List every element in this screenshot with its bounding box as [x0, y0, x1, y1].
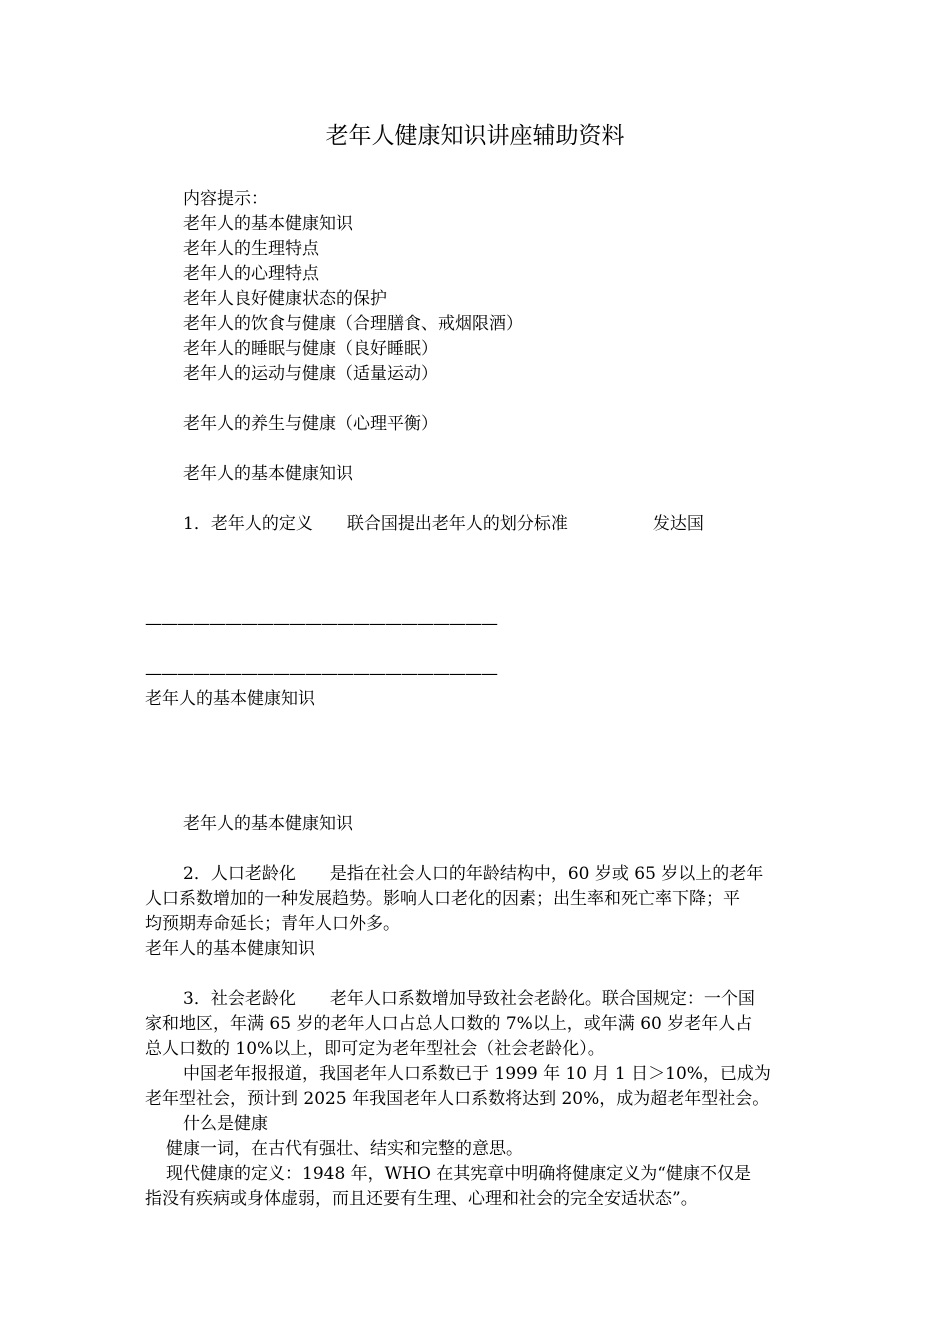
section-heading: 老年人的基本健康知识 — [145, 939, 315, 959]
toc-item: 老年人的养生与健康（心理平衡） — [183, 414, 438, 434]
definition-line — [145, 637, 810, 662]
china-standard-line — [145, 787, 810, 812]
paragraph-line: 人口系数增加的一种发展趋势。影响人口老化的因素；出生率和死亡率下降；平 — [145, 889, 740, 909]
paragraph-line: 2．人口老龄化 是指在社会人口的年龄结构中，60 岁或 65 岁以上的老年 — [183, 864, 764, 884]
dash-rule: —————————————————————— — [145, 614, 497, 634]
paragraph-line: 现代健康的定义：1948 年，WHO 在其宪章中明确将健康定义为“健康不仅是 — [166, 1164, 751, 1184]
china-standard-line — [145, 762, 810, 787]
toc-item: 老年人的心理特点 — [183, 264, 319, 284]
china-standard-line — [145, 737, 810, 762]
section-heading: 老年人的基本健康知识 — [183, 814, 353, 834]
health-heading: 什么是健康 — [183, 1114, 268, 1134]
definition-line — [145, 537, 810, 562]
toc-item: 老年人的饮食与健康（合理膳食、戒烟限酒） — [183, 314, 523, 334]
paragraph-line: 3．社会老龄化 老年人口系数增加导致社会老龄化。联合国规定：一个国 — [183, 989, 755, 1009]
paragraph-line: 老年型社会，预计到 2025 年我国老年人口系数将达到 20%，成为超老年型社会。 — [145, 1089, 770, 1109]
toc-heading: 内容提示： — [183, 189, 268, 209]
definition-line — [145, 587, 810, 612]
paragraph-line: 总人口数的 10%以上，即可定为老年型社会（社会老龄化）。 — [145, 1039, 605, 1059]
dash-rule: —————————————————————— — [145, 664, 497, 684]
toc-item: 老年人的睡眠与健康（良好睡眠） — [183, 339, 438, 359]
document-title: 老年人健康知识讲座辅助资料 — [325, 123, 625, 149]
toc-item: 老年人的基本健康知识 — [183, 214, 353, 234]
section-heading: 老年人的基本健康知识 — [183, 464, 353, 484]
paragraph-line: 家和地区，年满 65 岁的老年人口占总人口数的 7%以上，或年满 60 岁老年人占 — [145, 1014, 753, 1034]
toc-item: 老年人的生理特点 — [183, 239, 319, 259]
toc-item: 老年人的运动与健康（适量运动） — [183, 364, 438, 384]
paragraph-line: 均预期寿命延长；青年人口外多。 — [145, 914, 400, 934]
toc-item: 老年人良好健康状态的保护 — [183, 289, 387, 309]
paragraph-line: 健康一词，在古代有强壮、结实和完整的意思。 — [166, 1139, 523, 1159]
section-heading: 老年人的基本健康知识 — [145, 689, 315, 709]
definition-line — [145, 562, 845, 587]
definition-line: 1．老年人的定义 联合国提出老年人的划分标准 发达国 — [183, 514, 704, 534]
definition-line — [145, 612, 810, 637]
paragraph-line: 中国老年报报道，我国老年人口系数已于 1999 年 10 月 1 日＞10%，已成为 — [183, 1064, 771, 1084]
paragraph-line: 指没有疾病或身体虚弱，而且还要有生理、心理和社会的完全安适状态”。 — [145, 1189, 698, 1209]
